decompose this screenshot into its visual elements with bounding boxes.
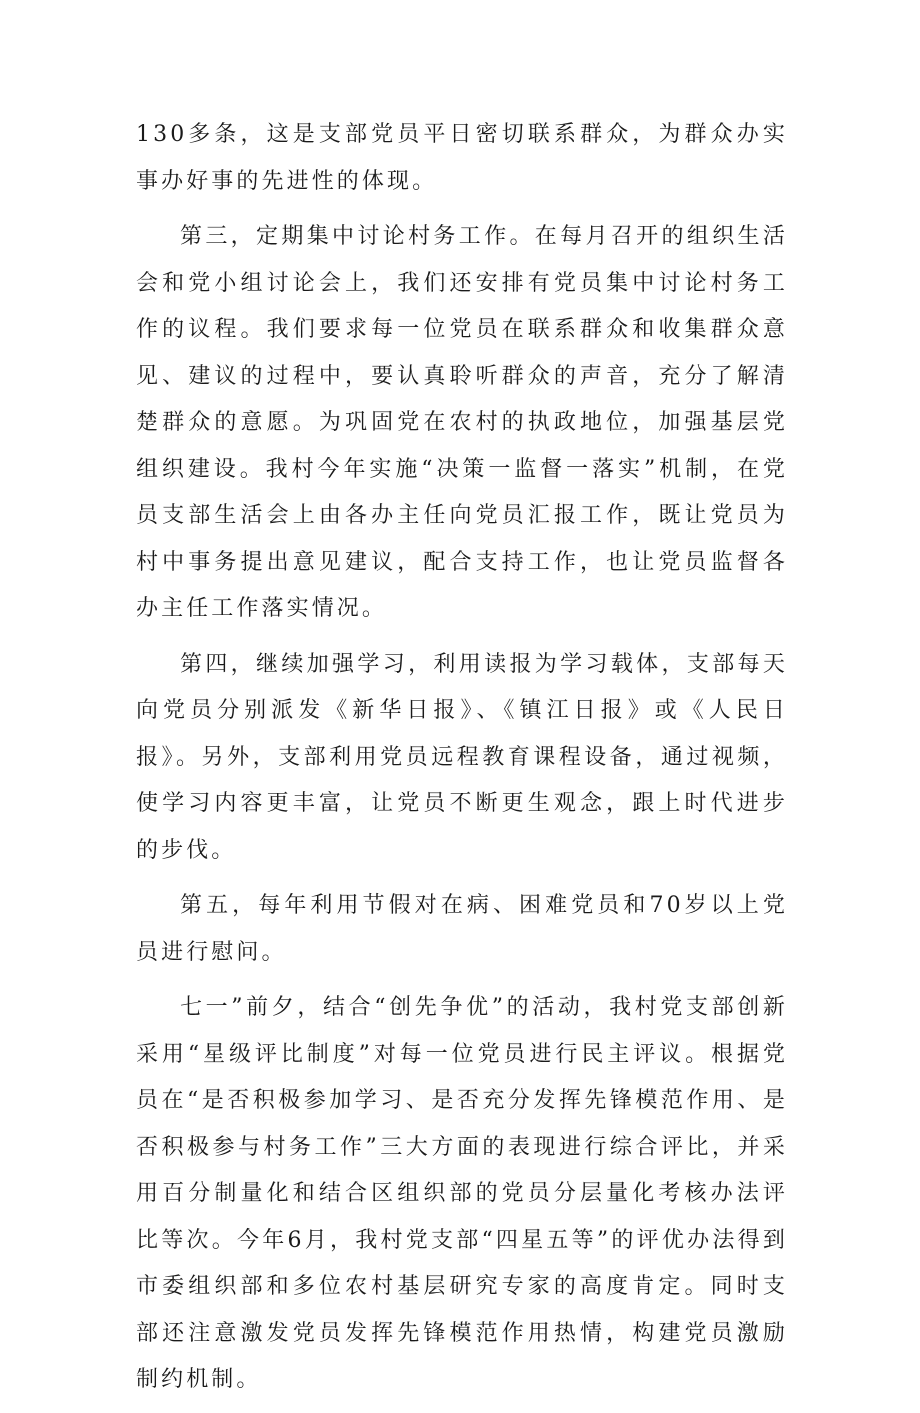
paragraph-fifth-point: 第五，每年利用节假对在病、困难党员和70岁以上党员进行慰问。: [136, 893, 788, 965]
document-body: [136, 112, 788, 1413]
paragraph-july-first: 七一”前夕，结合“创先争优”的活动，我村党支部创新采用“星级评比制度”对每一位党员进行民主评议。根据党员在“是否积极参加学习、是否充分发挥先锋模范作用、是否积极参与村务工作”三大方面的表现进行综合评比，并采用百分制量化和结合区组织部的党员分层量化考核办法评比等次。今年6月，我村党支部“四星五等”的评优办法得到市委组织部和多位农村基层研究专家的高度肯定。同时支部还注意激发党员发挥先锋模范作用热情，构建党员激励制约机制。: [136, 995, 788, 1392]
paragraph-continuation: 130多条，这是支部党员平日密切联系群众，为群众办实事办好事的先进性的体现。: [136, 122, 788, 194]
paragraph-fourth-point: 第四，继续加强学习，利用读报为学习载体，支部每天向党员分别派发《新华日报》、《镇江日报》或《人民日报》。另外，支部利用党员远程教育课程设备，通过视频，使学习内容更丰富，让党员不断更生观念，跟上时代进步的步伐。: [136, 651, 788, 863]
paragraph-third-point: 第三，定期集中讨论村务工作。在每月召开的组织生活会和党小组讨论会上，我们还安排有党员集中讨论村务工作的议程。我们要求每一位党员在联系群众和收集群众意见、建议的过程中，要认真聆听群众的声音，充分了解清楚群众的意愿。为巩固党在农村的执政地位，加强基层党组织建设。我村今年实施“决策一监督一落实”机制，在党员支部生活会上由各办主任向党员汇报工作，既让党员为村中事务提出意见建议，配合支持工作，也让党员监督各办主任工作落实情况。: [136, 224, 788, 621]
